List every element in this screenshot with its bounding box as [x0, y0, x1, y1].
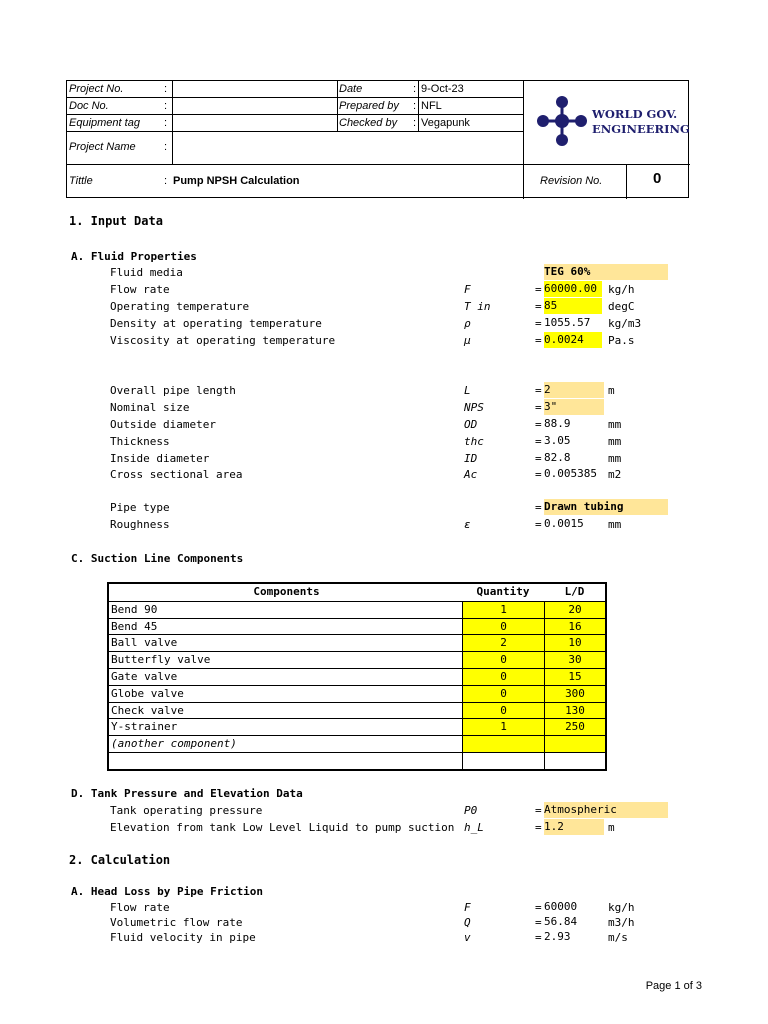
row-unit: m2	[608, 468, 622, 481]
row-symbol: NPS	[464, 401, 484, 414]
component-ld[interactable]: 130	[544, 703, 605, 719]
page-number: Page 1 of 3	[645, 980, 702, 992]
row-symbol: thc	[464, 435, 484, 448]
date-value: 9-Oct-23	[421, 83, 464, 95]
row-unit: mm	[608, 452, 622, 465]
row-value-cell[interactable]	[544, 382, 604, 398]
row-label: Nominal size	[110, 401, 190, 414]
row-unit: kg/m3	[608, 317, 642, 330]
table-row	[109, 634, 605, 651]
row-label: Roughness	[110, 518, 170, 531]
header-components: Components	[253, 585, 320, 598]
row-value-cell[interactable]	[544, 264, 668, 280]
table-row	[109, 668, 605, 685]
component-name: Bend 90	[111, 602, 158, 616]
row-value-cell[interactable]	[544, 802, 668, 818]
component-quantity[interactable]: 0	[462, 703, 544, 719]
checked-by-value: Vegapunk	[421, 117, 470, 129]
row-label: Cross sectional area	[110, 468, 243, 481]
header-quantity: Quantity	[476, 585, 530, 598]
section-2-title: 2. Calculation	[69, 853, 171, 867]
colon: :	[413, 83, 417, 95]
row-value: 60000	[544, 900, 578, 913]
table-row	[109, 718, 605, 735]
table-row	[109, 735, 605, 752]
row-label: Viscosity at operating temperature	[110, 334, 336, 347]
row-unit: mm	[608, 435, 622, 448]
row-value: 3"	[544, 400, 558, 413]
colon: :	[164, 141, 168, 153]
row-symbol: ID	[464, 452, 478, 465]
row-value: 56.84	[544, 915, 578, 928]
components-table	[107, 582, 607, 771]
row-unit: kg/h	[608, 901, 635, 914]
logo-line-2: ENGINEERING	[592, 122, 690, 136]
prepared-by-label: Prepared by	[339, 100, 399, 112]
row-label: Density at operating temperature	[110, 317, 322, 330]
title-label: Tittle	[69, 175, 93, 187]
table-row	[109, 702, 605, 719]
row-unit: mm	[608, 418, 622, 431]
component-ld[interactable]	[544, 736, 605, 752]
row-symbol: F	[464, 283, 471, 296]
table-row	[109, 601, 605, 618]
row-value: 3.05	[544, 434, 571, 447]
row-label: Fluid velocity in pipe	[110, 931, 256, 944]
component-ld[interactable]: 16	[544, 619, 605, 635]
row-symbol: h_L	[464, 821, 484, 834]
row-value: Atmospheric	[544, 803, 617, 816]
project-no-label: Project No.	[69, 83, 124, 95]
row-equals: =	[535, 931, 542, 944]
row-equals: =	[535, 452, 542, 465]
component-name	[109, 753, 462, 769]
row-symbol: Ac	[464, 468, 478, 481]
row-equals: =	[535, 804, 542, 817]
component-name: Butterfly valve	[111, 653, 211, 667]
equipment-tag-label: Equipment tag	[69, 117, 140, 129]
component-name: Bend 45	[111, 619, 158, 633]
row-unit: m3/h	[608, 916, 635, 929]
colon: :	[413, 100, 417, 112]
row-value: 60000.00	[544, 282, 597, 295]
headloss-title: A. Head Loss by Pipe Friction	[71, 885, 264, 898]
row-equals: =	[535, 501, 542, 514]
row-value: 88.9	[544, 417, 571, 430]
row-label: Flow rate	[110, 901, 170, 914]
row-unit: m	[608, 384, 615, 397]
row-equals: =	[535, 418, 542, 431]
table-row	[109, 651, 605, 668]
row-unit: degC	[608, 300, 635, 313]
component-ld[interactable]: 30	[544, 652, 605, 668]
components-title: C. Suction Line Components	[71, 552, 244, 565]
component-name: Check valve	[111, 703, 184, 717]
row-label: Inside diameter	[110, 452, 210, 465]
row-unit: Pa.s	[608, 334, 635, 347]
checked-by-label: Checked by	[339, 117, 398, 129]
row-equals: =	[535, 401, 542, 414]
colon: :	[413, 117, 417, 129]
row-value: 1055.57	[544, 316, 591, 329]
row-symbol: μ	[464, 334, 471, 347]
fluid-properties-title: A. Fluid Properties	[71, 250, 197, 263]
colon: :	[164, 100, 168, 112]
row-value-cell[interactable]	[544, 332, 602, 348]
row-equals: =	[535, 821, 542, 834]
row-value: Drawn tubing	[544, 500, 624, 513]
component-ld[interactable]: 10	[544, 635, 605, 651]
row-label: Elevation from tank Low Level Liquid to pump suction	[110, 821, 455, 834]
row-value: 0.005385	[544, 467, 597, 480]
row-value: 2.93	[544, 930, 571, 943]
component-quantity[interactable]: 0	[462, 619, 544, 635]
component-ld[interactable]: 300	[544, 686, 605, 702]
row-equals: =	[535, 901, 542, 914]
header-ld: L/D	[564, 585, 585, 598]
component-quantity[interactable]	[462, 753, 544, 769]
component-name: Gate valve	[111, 669, 178, 683]
row-symbol: P0	[464, 804, 478, 817]
row-value-cell[interactable]	[544, 298, 602, 314]
row-symbol: ε	[464, 518, 471, 531]
component-quantity[interactable]: 0	[462, 669, 544, 685]
row-unit: mm	[608, 518, 622, 531]
row-equals: =	[535, 916, 542, 929]
project-name-label: Project Name	[69, 141, 136, 153]
revision-value: 0	[653, 170, 662, 187]
section-1-title: 1. Input Data	[69, 214, 163, 228]
row-equals: =	[535, 300, 542, 313]
component-ld[interactable]: 250	[544, 719, 605, 735]
row-value: 2	[544, 383, 551, 396]
row-unit: kg/h	[608, 283, 635, 296]
row-label: Outside diameter	[110, 418, 216, 431]
row-value: 1.2	[544, 820, 564, 833]
colon: :	[164, 83, 168, 95]
row-unit: m	[608, 821, 615, 834]
row-unit: m/s	[608, 931, 628, 944]
row-symbol: T in	[464, 300, 491, 313]
row-label: Fluid media	[110, 266, 183, 279]
row-equals: =	[535, 384, 542, 397]
row-symbol: L	[464, 384, 471, 397]
row-label: Volumetric flow rate	[110, 916, 243, 929]
row-label: Operating temperature	[110, 300, 250, 313]
row-symbol: OD	[464, 418, 478, 431]
table-row	[109, 685, 605, 702]
row-value-cell[interactable]	[544, 399, 604, 415]
row-value: 0.0015	[544, 517, 584, 530]
component-name: (another component)	[111, 737, 237, 751]
logo-line-1: WORLD GOV.	[592, 107, 678, 121]
row-equals: =	[535, 317, 542, 330]
row-label: Overall pipe length	[110, 384, 236, 397]
row-value-cell[interactable]	[544, 499, 668, 515]
row-symbol: ρ	[464, 317, 471, 330]
row-value: 0.0024	[544, 333, 584, 346]
title-value: Pump NPSH Calculation	[173, 175, 300, 187]
logo-text	[592, 107, 690, 137]
row-equals: =	[535, 334, 542, 347]
row-symbol: v	[464, 931, 471, 944]
revision-label: Revision No.	[540, 175, 603, 187]
row-label: Pipe type	[110, 501, 170, 514]
row-equals: =	[535, 518, 542, 531]
table-header-row	[109, 584, 605, 601]
row-equals: =	[535, 435, 542, 448]
component-quantity[interactable]: 1	[462, 602, 544, 618]
component-quantity[interactable]: 0	[462, 652, 544, 668]
component-quantity[interactable]: 1	[462, 719, 544, 735]
table-row	[109, 752, 605, 769]
row-symbol: F	[464, 901, 471, 914]
component-quantity[interactable]: 0	[462, 686, 544, 702]
row-label: Flow rate	[110, 283, 170, 296]
row-label: Tank operating pressure	[110, 804, 263, 817]
row-value: 85	[544, 299, 558, 312]
row-label: Thickness	[110, 435, 170, 448]
row-equals: =	[535, 283, 542, 296]
component-name: Ball valve	[111, 636, 178, 650]
table-row	[109, 618, 605, 635]
component-ld[interactable]: 15	[544, 669, 605, 685]
tank-title: D. Tank Pressure and Elevation Data	[71, 787, 303, 800]
doc-no-label: Doc No.	[69, 100, 109, 112]
row-value: 82.8	[544, 451, 571, 464]
component-name: Y-strainer	[111, 720, 178, 734]
date-label: Date	[339, 83, 363, 95]
component-quantity[interactable]	[462, 736, 544, 752]
colon: :	[164, 117, 168, 129]
component-name: Globe valve	[111, 686, 184, 700]
row-symbol: Q	[464, 916, 471, 929]
component-quantity[interactable]: 2	[462, 635, 544, 651]
row-equals: =	[535, 468, 542, 481]
component-ld[interactable]	[544, 753, 605, 769]
colon: :	[164, 175, 168, 187]
component-ld[interactable]: 20	[544, 602, 605, 618]
row-value: TEG 60%	[544, 265, 591, 278]
row-value-cell[interactable]	[544, 281, 602, 297]
row-value-cell[interactable]	[544, 819, 604, 835]
prepared-by-value: NFL	[421, 100, 442, 112]
